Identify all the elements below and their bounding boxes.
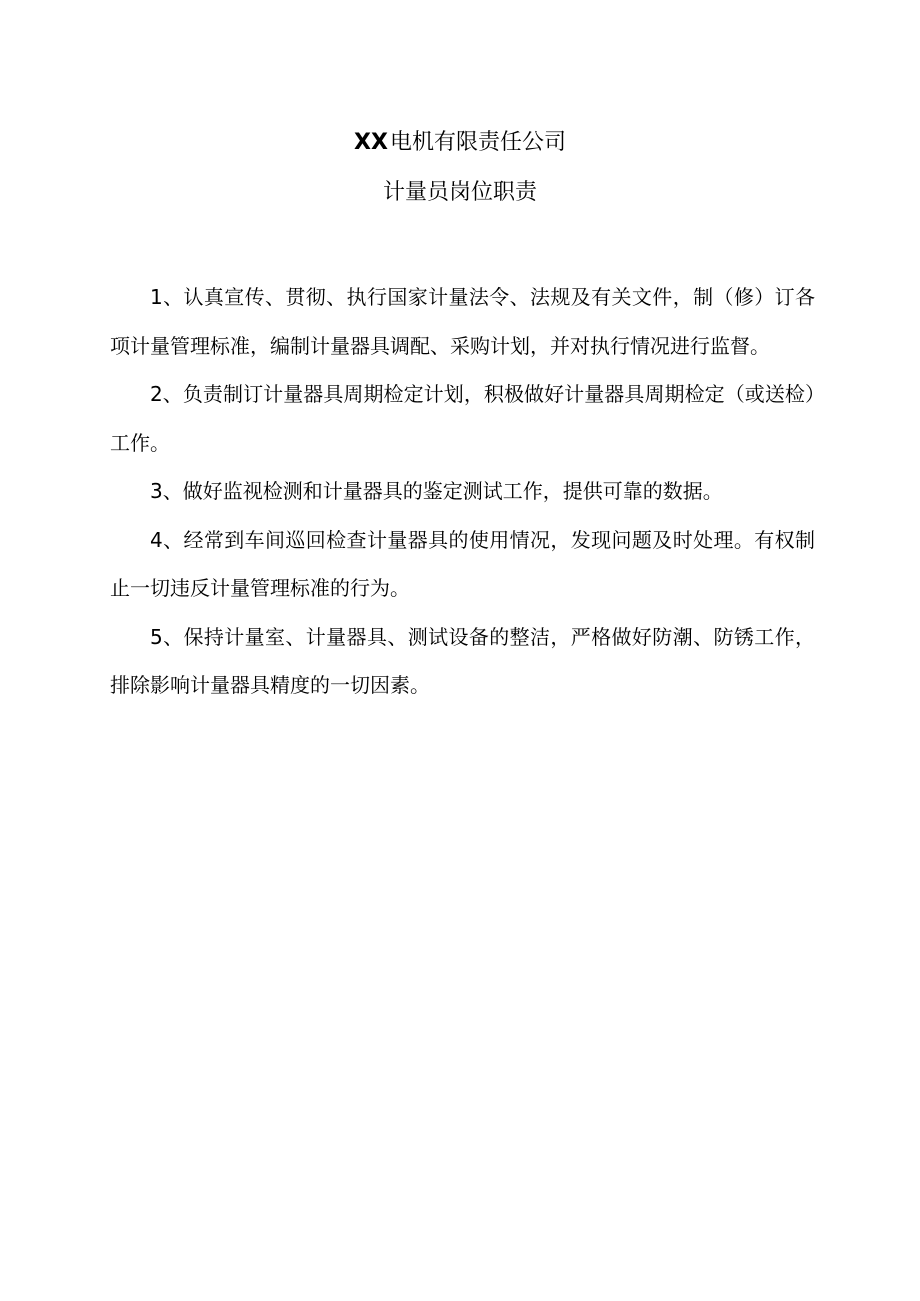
- document-title: 计量员岗位职责: [382, 180, 537, 205]
- duty-paragraph-1: 1、认真宣传、贯彻、执行国家计量法令、法规及有关文件，制（修）订各项计量管理标准，编制计量器具调配、采购计划，并对执行情况进行监督。: [110, 285, 815, 358]
- duty-paragraph-4: 4、经常到车间巡回检查计量器具的使用情况，发现问题及时处理。有权制止一切违反计量管理标准的行为。: [110, 527, 815, 600]
- company-title: [0, 128, 920, 158]
- duty-paragraph-3: 3、做好监视检测和计量器具的鉴定测试工作，提供可靠的数据。: [150, 479, 723, 503]
- company-prefix: XX: [354, 130, 388, 155]
- duty-paragraph-5: 5、保持计量室、计量器具、测试设备的整洁，严格做好防潮、防锈工作，排除影响计量器具精度的一切因素。: [110, 624, 815, 697]
- document-body: [110, 273, 815, 710]
- company-name: 电机有限责任公司: [389, 130, 566, 155]
- duty-paragraph-2: 2、负责制订计量器具周期检定计划，积极做好计量器具周期检定（或送检）工作。: [110, 382, 815, 455]
